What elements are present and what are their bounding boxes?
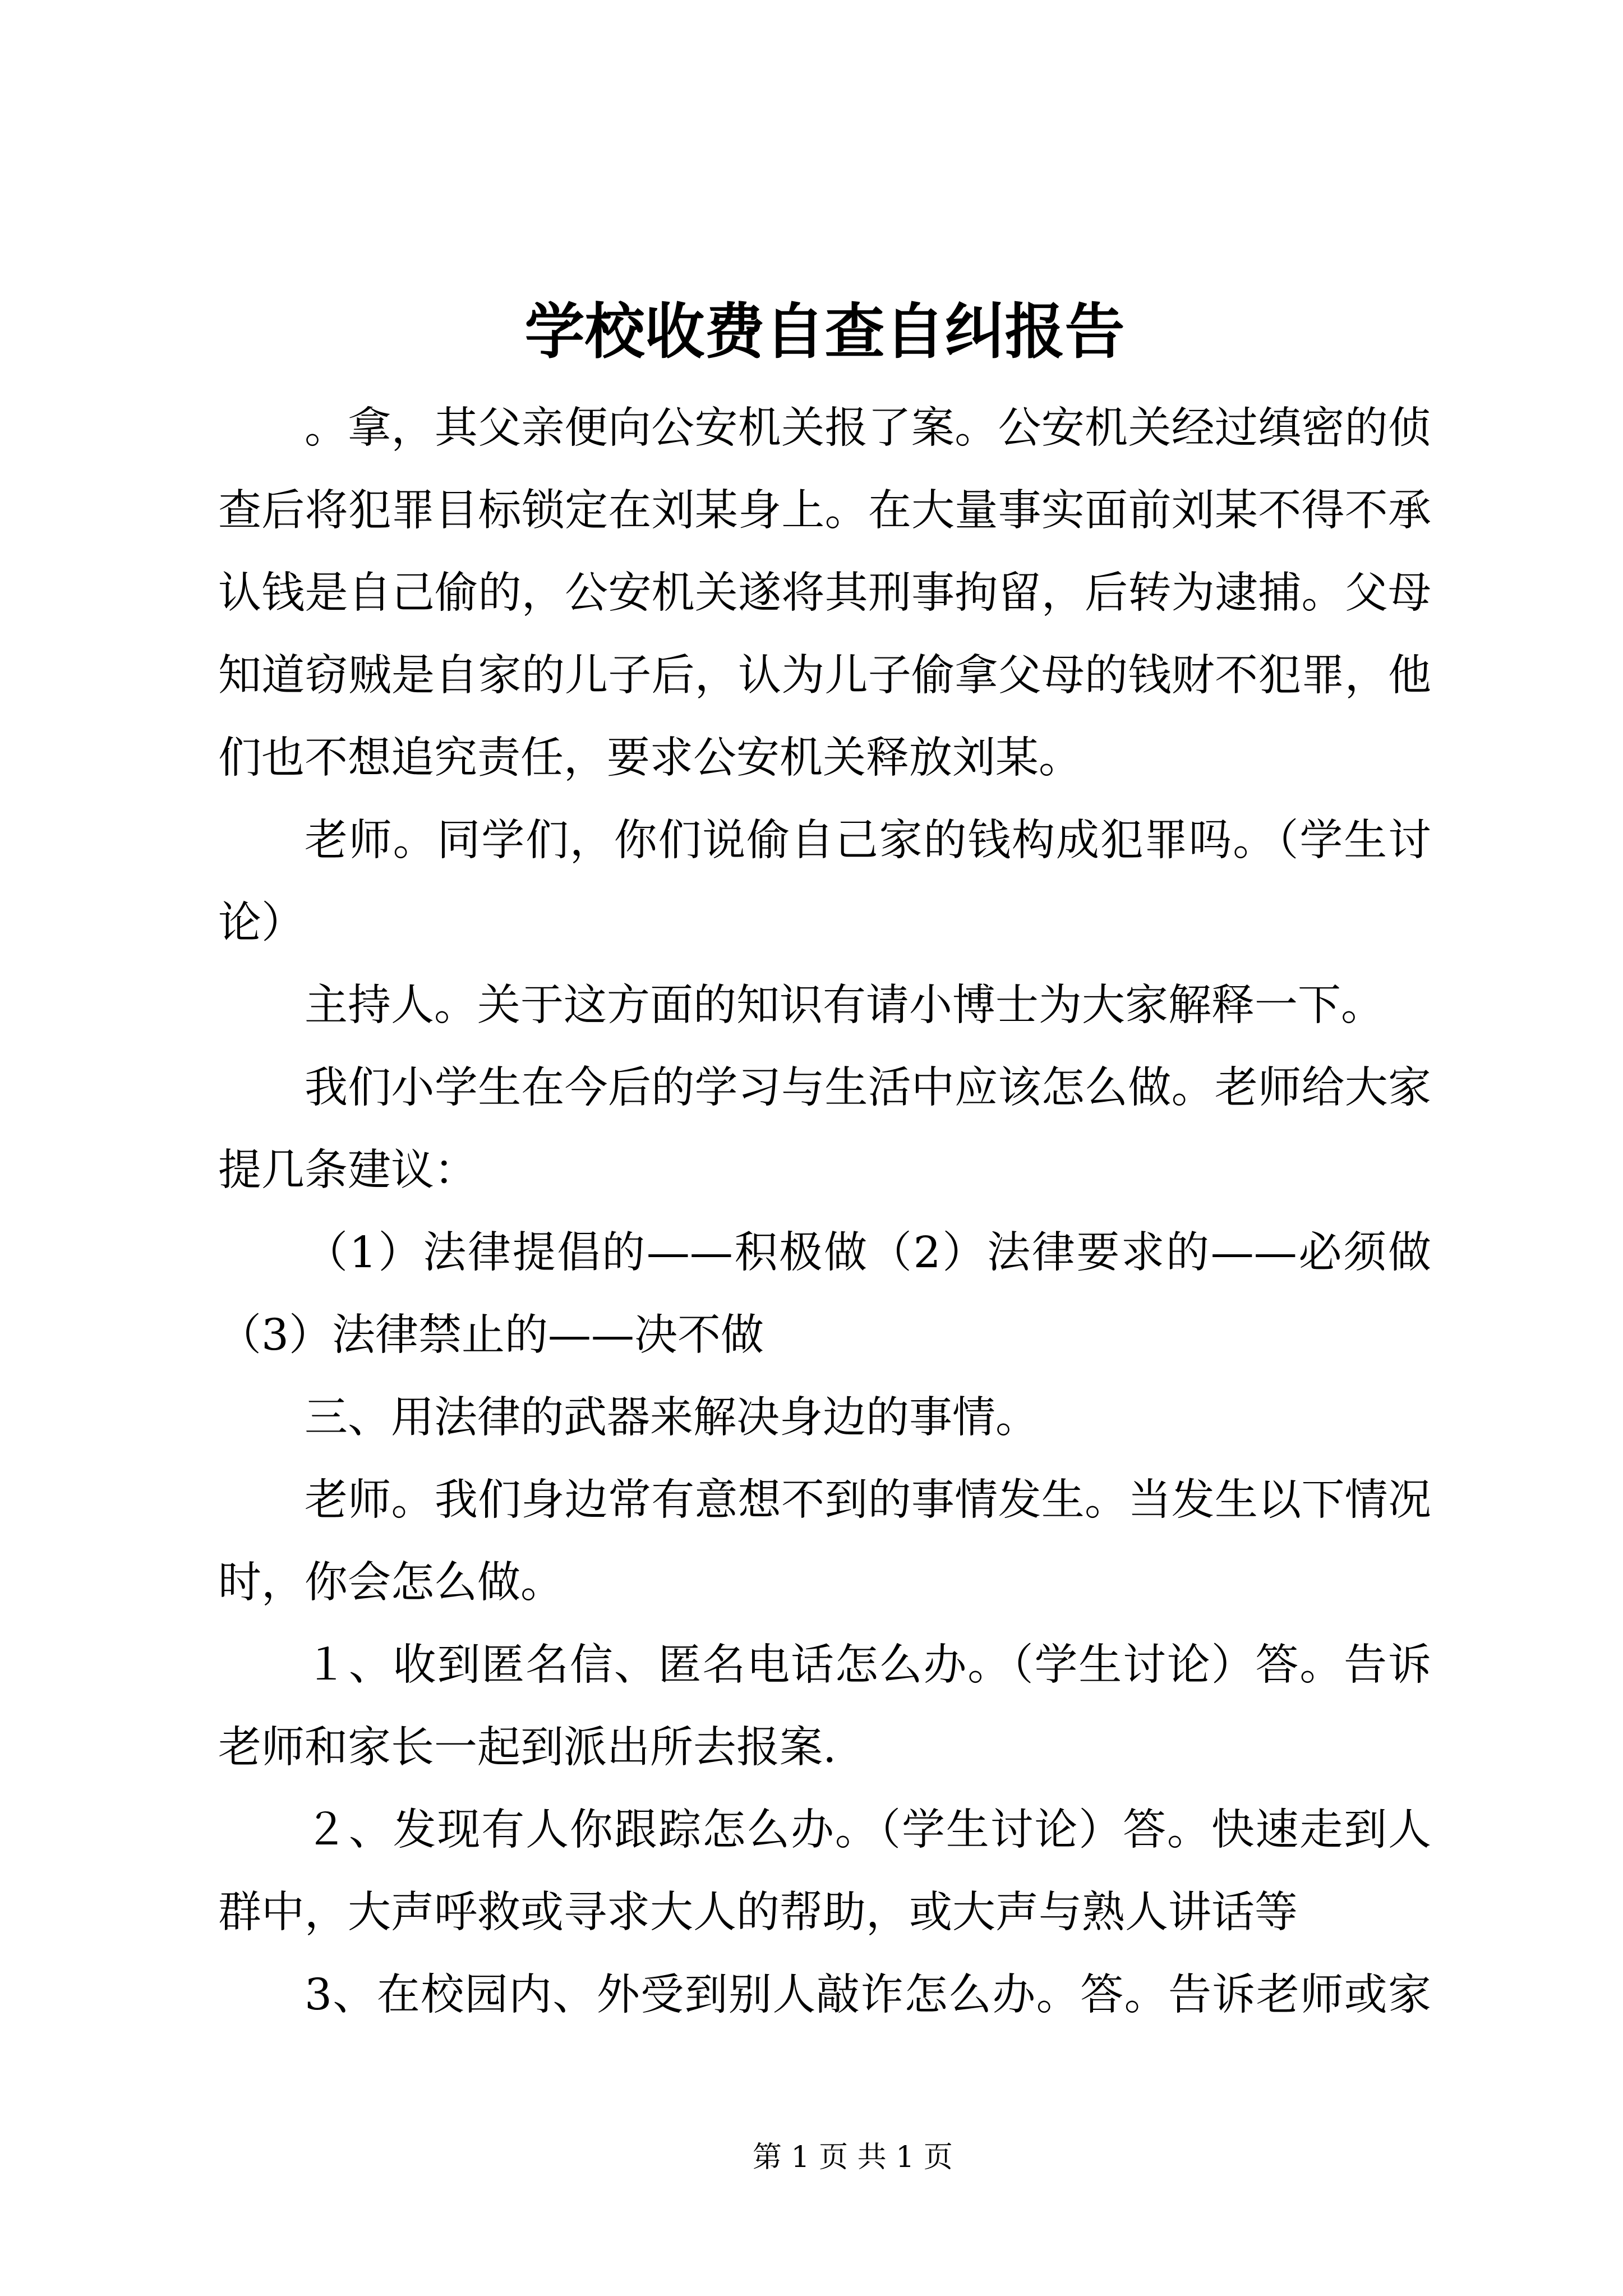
paragraph [218, 1624, 1431, 1789]
document-body [218, 387, 1431, 2036]
paragraph-line: 主持人。关于这方面的知识有请小博士为大家解释一下。 [305, 981, 1384, 1030]
paragraph-line: 老师和家长一起到派出所去报案. [218, 1723, 837, 1773]
paragraph-line: １、收到匿名信、匿名电话怎么办。（学生讨论）答。告诉 [305, 1640, 1431, 1690]
document-title: 学校收费自查自纠报告 [524, 297, 1125, 367]
paragraph [218, 1954, 1431, 2036]
paragraph [218, 964, 1431, 1047]
paragraph-line: 我们小学生在今后的学习与生活中应该怎么做。老师给大家 [305, 1063, 1431, 1113]
paragraph-line: 知道窃贼是自家的儿子后，认为儿子偷拿父母的钱财不犯罪，他 [218, 651, 1431, 701]
paragraph [218, 1459, 1431, 1624]
paragraph-line: 三、用法律的武器来解决身边的事情。 [305, 1393, 1039, 1443]
paragraph [218, 1377, 1431, 1459]
paragraph-line: 群中，大声呼救或寻求大人的帮助，或大声与熟人讲话等 [218, 1888, 1298, 1938]
paragraph-line: 们也不想追究责任，要求公安机关释放刘某。 [218, 733, 1082, 783]
paragraph [218, 1212, 1431, 1377]
paragraph-line: 3、在校园内、外受到别人敲诈怎么办。答。告诉老师或家 [305, 1970, 1431, 2020]
paragraph-line: 查后将犯罪目标锁定在刘某身上。在大量事实面前刘某不得不承 [218, 486, 1431, 536]
paragraph-line: 论） [218, 898, 305, 948]
paragraph-line: （3）法律禁止的——决不做 [218, 1310, 764, 1360]
paragraph-line: 。拿，其父亲便向公安机关报了案。公安机关经过缜密的侦 [305, 403, 1431, 453]
paragraph-line: 老师。同学们，你们说偷自己家的钱构成犯罪吗。（学生讨 [305, 816, 1431, 866]
paragraph [218, 387, 1431, 799]
paragraph-line: 提几条建议： [218, 1145, 477, 1195]
paragraph-line: ２、发现有人你跟踪怎么办。（学生讨论）答。快速走到人 [305, 1805, 1431, 1855]
paragraph-line: （1）法律提倡的——积极做（2）法律要求的——必须做 [305, 1228, 1431, 1278]
page-footer: 第 1 页 共 1 页 [753, 2141, 953, 2174]
paragraph [218, 1047, 1431, 1212]
paragraph [218, 1789, 1431, 1954]
paragraph-line: 老师。我们身边常有意想不到的事情发生。当发生以下情况 [305, 1475, 1431, 1525]
paragraph [218, 799, 1431, 964]
paragraph-line: 时，你会怎么做。 [218, 1558, 564, 1608]
paragraph-line: 认钱是自己偷的，公安机关遂将其刑事拘留，后转为逮捕。父母 [218, 568, 1431, 618]
